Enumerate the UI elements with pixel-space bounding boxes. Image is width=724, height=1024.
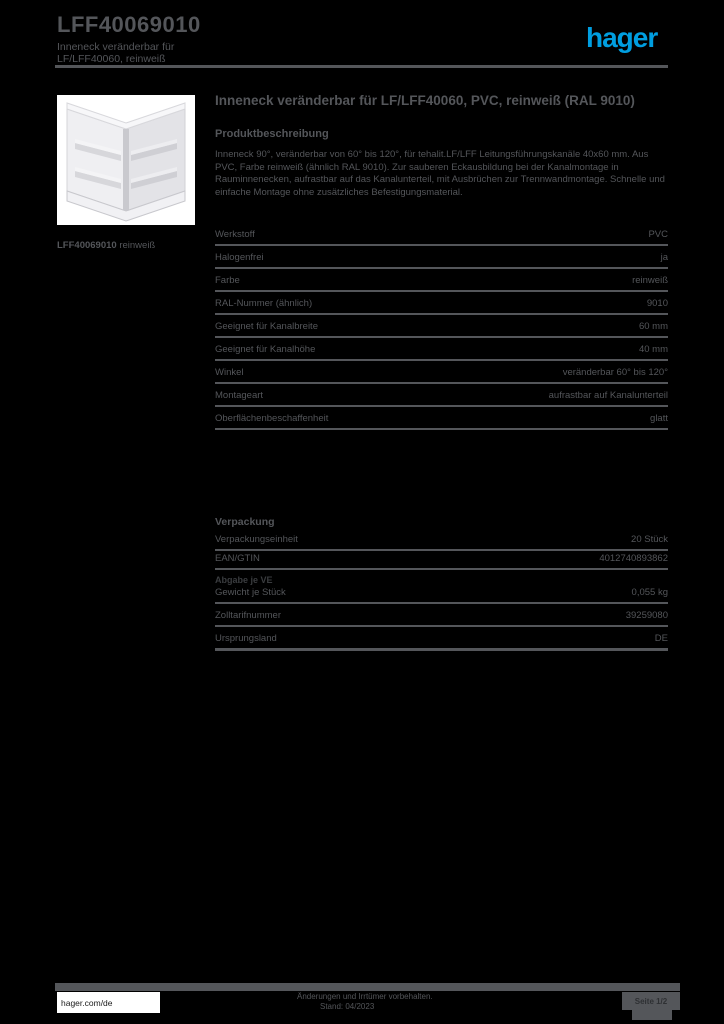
spec-label: Geeignet für Kanalbreite [215,321,318,332]
table-row [215,604,668,627]
spec-value: 40 mm [638,344,668,355]
caption-article-number: LFF40069010 [57,240,117,251]
product-image-box [57,95,195,225]
table-row [215,627,668,651]
packaging-note: Abgabe je VE [215,575,273,585]
footer-note-line1: Änderungen und Irrtümer vorbehalten. [297,992,433,1001]
spec-value: PVC [648,229,668,240]
article-number: LFF40069010 [57,12,201,37]
packaging-heading: Verpackung [215,516,275,528]
packaging-section [215,516,668,585]
table-row [215,223,668,246]
footer-bar [55,983,680,991]
spec-label: Oberflächenbeschaffenheit [215,413,329,424]
spec-label: Winkel [215,367,244,378]
table-row [215,338,668,361]
page-badge-tail [632,1010,672,1020]
table-row [215,551,668,570]
spec-label: Montageart [215,390,264,401]
page-badge [622,992,680,1010]
logistics-value: 39259080 [625,610,668,621]
spec-label: Halogenfrei [215,252,264,263]
packaging-label: EAN/GTIN [215,553,260,564]
header-subtitle-line2: LF/LFF40060, reinweiß [57,53,166,65]
table-row [215,532,668,551]
logistics-value: DE [654,633,668,644]
logistics-label: Gewicht je Stück [215,587,286,598]
logistics-label: Zolltarifnummer [215,610,281,621]
spec-value: ja [660,252,668,263]
packaging-value: 4012740893862 [599,553,668,564]
spec-value: veränderbar 60° bis 120° [562,367,668,378]
logistics-section [215,581,668,651]
spec-label: Werkstoff [215,229,255,240]
table-row [215,315,668,338]
product-title: Inneneck veränderbar für LF/LFF40060, PVC, reinweiß (RAL 9010) [215,93,635,108]
spec-label: Farbe [215,275,240,286]
table-row [215,407,668,430]
table-row [215,361,668,384]
header-subtitle-line1: Inneneck veränderbar für [57,41,175,53]
spec-value: glatt [650,413,668,424]
spec-label: Geeignet für Kanalhöhe [215,344,316,355]
table-row [215,384,668,407]
header-rule [55,65,668,68]
spec-value: reinweiß [632,275,668,286]
footer-link-box[interactable] [57,992,160,1013]
spec-table [215,223,668,430]
caption-color: reinweiß [119,240,156,251]
footer-note-line2: Stand: 04/2023 [320,1002,375,1011]
packaging-label: Verpackungseinheit [215,534,298,545]
spec-value: 60 mm [638,321,668,332]
page-number: Seite 1/2 [634,996,668,1006]
logistics-label: Ursprungsland [215,633,277,644]
spec-value: 9010 [646,298,668,309]
product-image [57,95,195,225]
table-row [215,269,668,292]
hager-com-link[interactable]: hager.com/de [61,997,113,1008]
table-row [215,246,668,269]
table-row [215,292,668,315]
section-label-description: Produktbeschreibung [215,128,329,140]
spec-label: RAL-Nummer (ähnlich) [215,298,313,309]
product-image-caption [57,240,155,251]
spec-value: aufrastbar auf Kanalunterteil [548,390,668,401]
packaging-value: 20 Stück [631,534,668,545]
logistics-value: 0,055 kg [631,587,668,598]
product-description: Inneneck 90°, veränderbar von 60° bis 120°, für tehalit.LF/LFF Leitungsführungskanäle 40x60 mm. Aus PVC, Farbe reinweiß (ähnlich RAL 9010). Zur sauberen Eckausbildung bei der Kanalmontage in Rauminnenecken, aufrastbar auf das Kanalunterteil, mit Ausbrüchen zur Trennwandmontage. Schnelle und einfache Montage ohne zusätzliches Befestigungsmaterial. [215,149,665,198]
hager-logo: hager [586,22,658,53]
table-row [215,581,668,604]
